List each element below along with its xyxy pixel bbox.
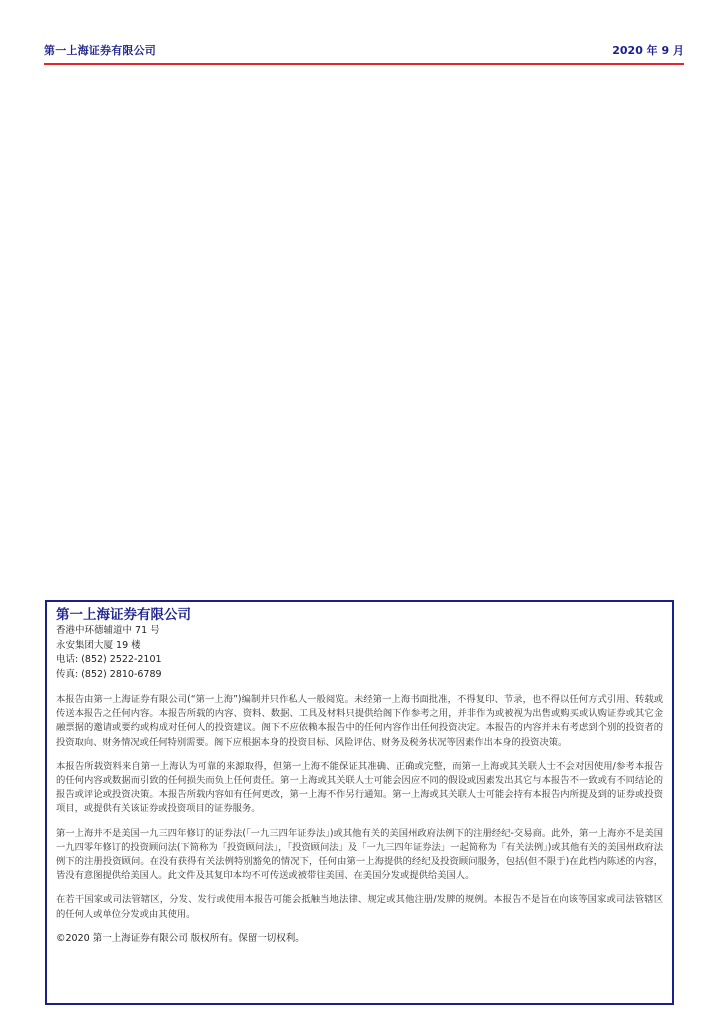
disclaimer-paragraph: 本报告所载资料来自第一上海认为可靠的来源取得，但第一上海不能保证其准确、正确或完整，而第一上海或其关联人士不会对因使用/参考本报告的任何内容或数据而引致的任何损失而负上任何责任。第一上海或其关联人士可能会因应不同的假设或因素发出其它与本报告不一致或有不同结论的报告或评论或投资决策。本报告所载内容如有任何更改，第一上海不作另行通知。第一上海或其关联人士可能会持有本报告内所提及到的证券或投资项目，或提供有关该证券或投资项目的证券服务。 <box>56 760 663 815</box>
header-divider <box>44 63 684 65</box>
disclaimer-paragraph: 第一上海并不是美国一九三四年修订的证券法(「一九三四年证券法」)或其他有关的美国州政府法例下的注册经纪-交易商。此外，第一上海亦不是美国一九四零年修订的投资顾问法(下简称为「投资顾问法」，「投资顾问法」及「一九三四年证券法」一起简称为「有关法例」)或其他有关的美国州政府法例下的注册投资顾问。在没有获得有关法例特别豁免的情况下，任何由第一上海提供的经纪及投资顾问服务，包括(但不限于)在此档内陈述的内容，皆没有意图提供给美国人。此文件及其复印本均不可传送或被带往美国、在美国分发或提供给美国人。 <box>56 827 663 882</box>
phone-line: 电话: (852) 2522-2101 <box>56 654 162 665</box>
fax-line: 传真: (852) 2810-6789 <box>56 668 162 680</box>
header-company-name: 第一上海证券有限公司 <box>44 44 156 57</box>
address-line: 永安集团大厦 19 楼 <box>56 639 141 651</box>
disclaimer-paragraph: 本报告由第一上海证券有限公司(“第一上海”)编制并只作私人一般阅览。未经第一上海书面批准，不得复印、节录，也不得以任何方式引用、转载或传送本报告之任何内容。本报告所载的内容、资料、数据、工具及材料只提供给阁下作参考之用，并非作为或被视为出售或购买或认购证券或其它金融票据的邀请或要约或构成对任何人的投资建议。阁下不应依赖本报告中的任何内容作出任何投资决定。本报告的内容并未有考虑到个别的投资者的投资取向、财务情况或任何特别需要。阁下应根据本身的投资目标、风险评估、财务及税务状况等因素作出本身的投资决策。 <box>56 694 663 748</box>
copyright-notice: ©2020 第一上海证券有限公司 版权所有。保留一切权利。 <box>56 932 305 944</box>
address-line: 香港中环德辅道中 71 号 <box>56 625 160 636</box>
disclaimer-title: 第一上海证券有限公司 <box>56 607 191 623</box>
disclaimer-paragraph: 在若干国家或司法管辖区，分发、发行或使用本报告可能会抵触当地法律、规定或其他注册/发牌的规例。本报告不是旨在向该等国家或司法管辖区的任何人或单位分发或由其使用。 <box>56 894 663 920</box>
header-date: 2020 年 9 月 <box>612 44 684 57</box>
disclaimer-box <box>45 600 674 1005</box>
page-header <box>44 42 684 62</box>
